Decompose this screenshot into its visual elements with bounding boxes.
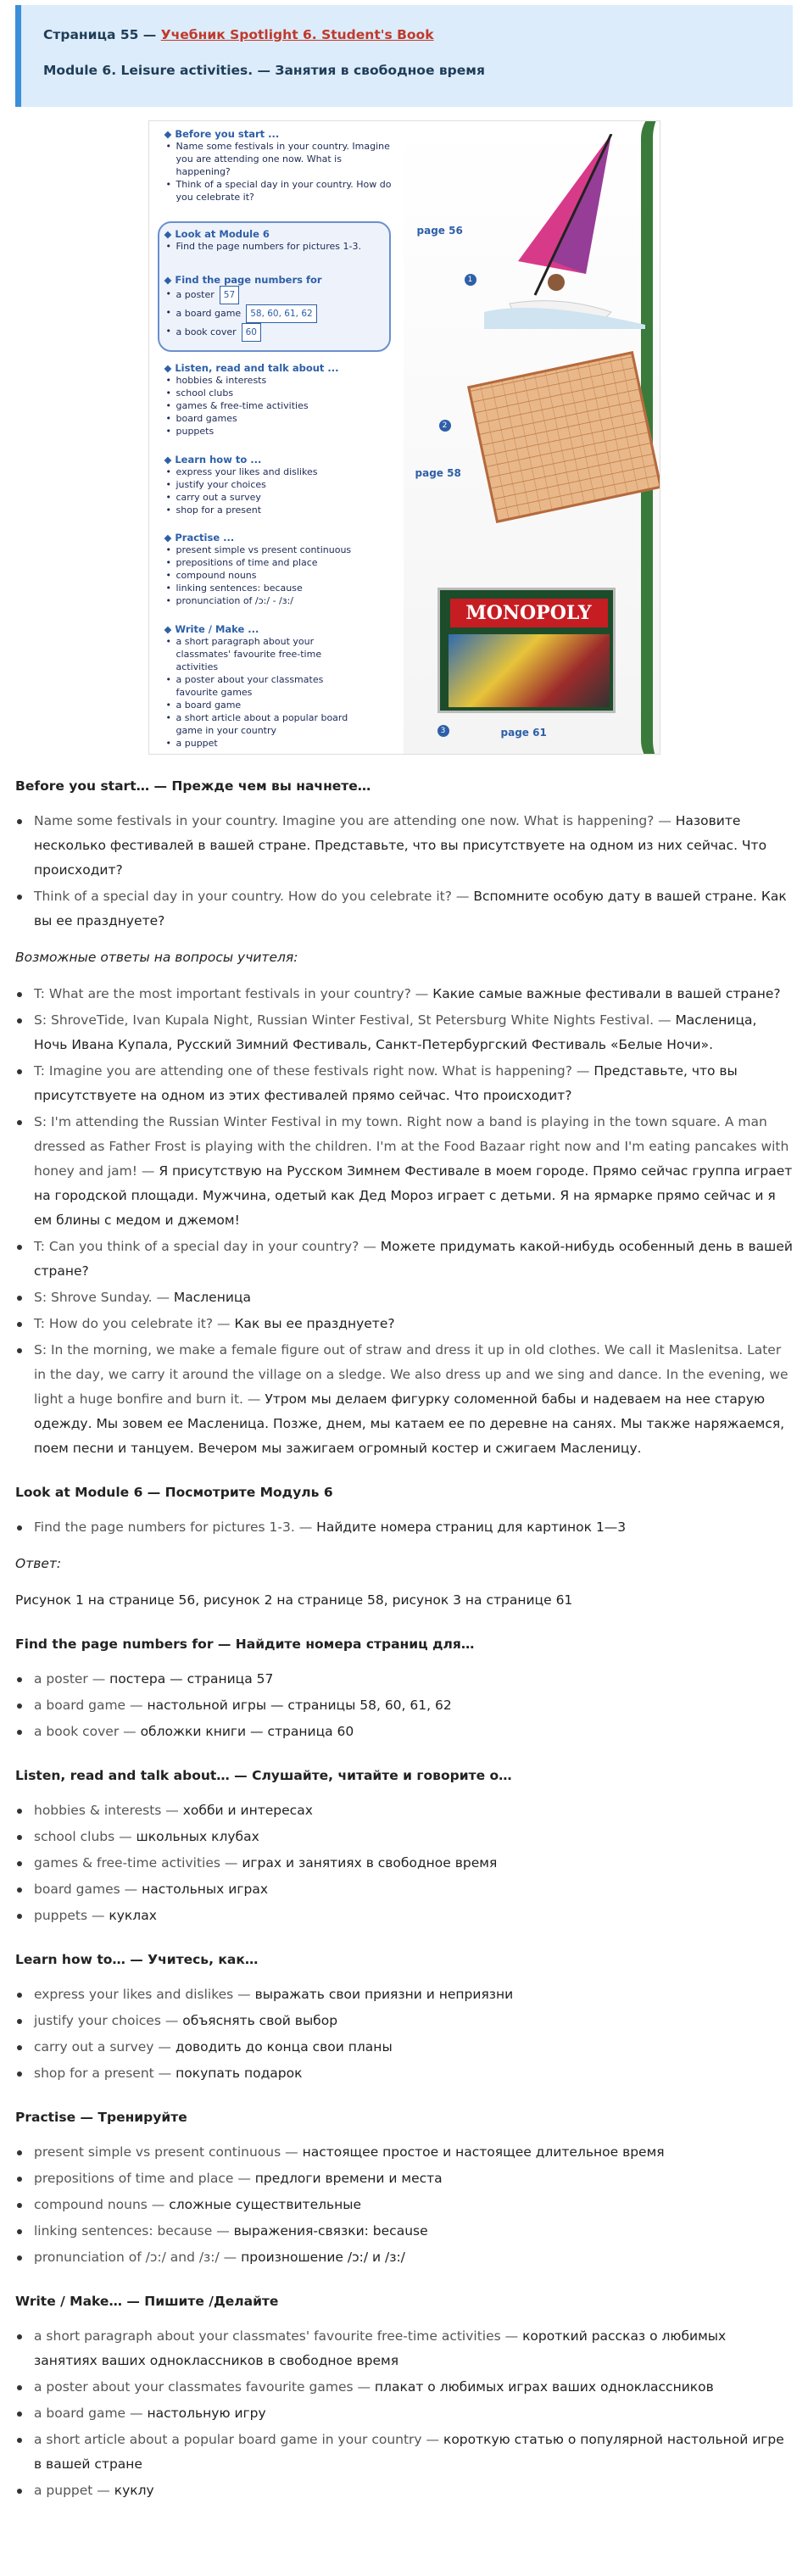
list-item: a short article about a popular board game in your country — короткую статью о популярной настольной игре в вашей стране bbox=[15, 2428, 793, 2477]
list-item: compound nouns — сложные существительные bbox=[15, 2193, 793, 2217]
textbook-link[interactable]: Учебник Spotlight 6. Student's Book bbox=[160, 27, 434, 42]
answer-text: Рисунок 1 на странице 56, рисунок 2 на странице 58, рисунок 3 на странице 61 bbox=[15, 1592, 573, 1608]
book-before-item: • Name some festivals in your country. Imagine you are attending one now. What is happening? bbox=[164, 140, 393, 178]
list-item: a short paragraph about your classmates' favourite free-time activities — короткий рассказ о любимых занятиях ваших одноклассников в свободное время bbox=[15, 2324, 793, 2373]
page-58-label: page 58 bbox=[415, 467, 461, 479]
book-practise-section: ◆ Practise ... • present simple vs present continuous • prepositions of time and place • compound nouns • linking sentences: because • pronunciation of /ɔ:/ - /ɜ:/ bbox=[164, 532, 393, 607]
list-item: Find the page numbers for pictures 1-3. — Найдите номера страниц для картинок 1—3 bbox=[15, 1515, 793, 1540]
scrabble-board-picture bbox=[467, 351, 660, 523]
book-before-title: Before you start ... bbox=[175, 128, 280, 140]
look-list bbox=[15, 1515, 793, 1540]
book-learn-section: ◆ Learn how to ... • express your likes and dislikes • justify your choices • carry out a survey • shop for a present bbox=[164, 454, 385, 516]
list-item: present simple vs present continuous — настоящее простое и настоящее длительное время bbox=[15, 2140, 793, 2165]
diamond-icon: ◆ bbox=[164, 532, 176, 544]
list-item: a book cover — обложки книги — страница 60 bbox=[15, 1720, 793, 1744]
listen-heading: Listen, read and talk about… — Слушайте, читайте и говорите о… bbox=[15, 1768, 512, 1783]
list-item: a poster about your classmates favourite games — плакат о любимых играх ваших одноклассников bbox=[15, 2375, 793, 2400]
book-listen-title: Listen, read and talk about ... bbox=[175, 362, 339, 374]
diamond-icon: ◆ bbox=[164, 623, 176, 635]
book-look-section bbox=[164, 228, 385, 253]
monopoly-logo: MONOPOLY bbox=[450, 599, 608, 627]
write-heading: Write / Make… — Пишите /Делайте bbox=[15, 2294, 279, 2309]
list-item: a board game — настольной игры — страницы 58, 60, 61, 62 bbox=[15, 1693, 793, 1718]
diamond-icon: ◆ bbox=[164, 274, 176, 286]
list-item: puppets — куклах bbox=[15, 1904, 793, 1928]
page-prefix: Страница 55 — bbox=[43, 27, 161, 42]
list-item: school clubs — школьных клубах bbox=[15, 1825, 793, 1849]
answers-label: Возможные ответы на вопросы учителя: bbox=[15, 950, 298, 965]
monopoly-box-picture bbox=[437, 588, 616, 713]
windsurfer-picture bbox=[484, 134, 645, 329]
list-item: Name some festivals in your country. Imagine you are attending one now. What is happening? — Назовите несколько фестивалей в вашей стране. Представьте, что вы присутствуете на одном из них сейчас. Что происходит? bbox=[15, 809, 793, 883]
practise-list bbox=[15, 2140, 793, 2270]
book-learn-title: Learn how to ... bbox=[175, 454, 262, 466]
listen-list bbox=[15, 1798, 793, 1928]
list-item: a puppet — куклу bbox=[15, 2478, 793, 2503]
list-item: shop for a present — покупать подарок bbox=[15, 2061, 793, 2086]
list-item: justify your choices — объяснять свой выбор bbox=[15, 2009, 793, 2033]
book-before-section bbox=[164, 128, 393, 204]
monopoly-artwork bbox=[449, 634, 610, 707]
book-write-title: Write / Make ... bbox=[175, 623, 259, 635]
dialog-item: S: I'm attending the Russian Winter Festival in my town. Right now a band is playing in the town square. A man dressed as Father Frost is playing with the children. I'm at the Food Bazaar right now and I'm eating pancakes with honey and jam! — Я присутствую на Русском Зимнем Фестивале в моем городе. Прямо сейчас группа играет на городской площади. Мужчина, одетый как Дед Мороз играет с детьми. Я на ярмарке прямо сейчас и я ем блины с медом и джемом! bbox=[15, 1110, 793, 1233]
list-item: linking sentences: because — выражения-связки: because bbox=[15, 2219, 793, 2244]
book-listen-section: ◆ Listen, read and talk about ... • hobbies & interests • school clubs • games & free-time activities • board games • puppets bbox=[164, 362, 385, 438]
dialog-item: S: ShroveTide, Ivan Kupala Night, Russian Winter Festival, St Petersburg White Nights Festival. — Масленица, Ночь Ивана Купала, Русский Зимний Фестиваль, Санкт-Петербургский Фестиваль «Белые Ночи». bbox=[15, 1008, 793, 1057]
learn-heading: Learn how to… — Учитесь, как… bbox=[15, 1952, 259, 1967]
write-list bbox=[15, 2324, 793, 2503]
picture-1-marker: 1 bbox=[465, 274, 476, 286]
page-reference bbox=[43, 27, 769, 42]
dialog-item: T: Imagine you are attending one of these festivals right now. What is happening? — Представьте, что вы присутствуете на одном из этих фестивалей прямо сейчас. Что происходит? bbox=[15, 1059, 793, 1108]
list-item: express your likes and dislikes — выражать свои приязни и неприязни bbox=[15, 1982, 793, 2007]
list-item: a board game — настольную игру bbox=[15, 2401, 793, 2426]
list-item: games & free-time activities — играх и занятиях в свободное время bbox=[15, 1851, 793, 1876]
dialog-item: T: What are the most important festivals in your country? — Какие самые важные фестивали в вашей стране? bbox=[15, 982, 793, 1006]
dialog-item: T: How do you celebrate it? — Как вы ее празднуете? bbox=[15, 1312, 793, 1336]
diamond-icon: ◆ bbox=[164, 362, 176, 374]
book-practise-title: Practise ... bbox=[175, 532, 235, 544]
list-item: Think of a special day in your country. How do you celebrate it? — Вспомните особую дату в вашей стране. Как вы ее празднуете? bbox=[15, 884, 793, 934]
book-look-title: Look at Module 6 bbox=[175, 228, 270, 240]
find-list bbox=[15, 1667, 793, 1744]
textbook-pictures-column bbox=[404, 121, 660, 755]
dialog-item: T: Can you think of a special day in your country? — Можете придумать какой-нибудь особенный день в вашей стране? bbox=[15, 1235, 793, 1284]
picture-3-marker: 3 bbox=[437, 725, 449, 737]
textbook-page-image bbox=[148, 120, 660, 755]
practise-heading: Practise — Тренируйте bbox=[15, 2110, 187, 2125]
page bbox=[0, 5, 808, 2549]
diamond-icon: ◆ bbox=[164, 128, 176, 140]
picture-2-marker: 2 bbox=[439, 420, 451, 432]
list-item: prepositions of time and place — предлоги времени и места bbox=[15, 2166, 793, 2191]
textbook-contents-column bbox=[149, 121, 404, 755]
list-item: a poster — постера — страница 57 bbox=[15, 1667, 793, 1692]
diamond-icon: ◆ bbox=[164, 228, 176, 240]
list-item: hobbies & interests — хобби и интересах bbox=[15, 1798, 793, 1823]
diamond-icon: ◆ bbox=[164, 454, 176, 466]
book-find-item: • a board game 58, 60, 61, 62 bbox=[164, 304, 385, 323]
look-heading: Look at Module 6 — Посмотрите Модуль 6 bbox=[15, 1485, 333, 1500]
list-item: pronunciation of /ɔ:/ and /ɜ:/ — произношение /ɔ:/ и /ɜ:/ bbox=[15, 2245, 793, 2270]
answer-label: Ответ: bbox=[15, 1556, 62, 1571]
learn-list bbox=[15, 1982, 793, 2086]
module-title: Module 6. Leisure activities. — Занятия в свободное время bbox=[43, 63, 485, 78]
before-list bbox=[15, 809, 793, 934]
book-look-item: • Find the page numbers for pictures 1-3. bbox=[164, 240, 385, 253]
book-before-item: • Think of a special day in your country. How do you celebrate it? bbox=[164, 178, 393, 204]
before-heading: Before you start… — Прежде чем вы начнете… bbox=[15, 778, 371, 794]
book-find-section bbox=[164, 274, 385, 342]
page-56-label: page 56 bbox=[416, 225, 463, 237]
book-find-title: Find the page numbers for bbox=[175, 274, 322, 286]
dialog-list bbox=[15, 982, 793, 1461]
list-item: board games — настольных играх bbox=[15, 1877, 793, 1902]
book-find-item: • a poster 57 bbox=[164, 286, 385, 304]
book-write-section: ◆ Write / Make ... • a short paragraph about your classmates' favourite free-time activities • a poster about your classmates favourite games • a board game • a short article about a popular board game in your country • a puppet bbox=[164, 623, 359, 750]
book-find-item: • a book cover 60 bbox=[164, 323, 385, 342]
dialog-item: S: Shrove Sunday. — Масленица bbox=[15, 1285, 793, 1310]
page-61-label: page 61 bbox=[500, 727, 547, 739]
list-item: carry out a survey — доводить до конца свои планы bbox=[15, 2035, 793, 2060]
dialog-item: S: In the morning, we make a female figure out of straw and dress it up in old clothes. We call it Maslenitsa. Later in the day, we carry it around the village on a sledge. We also dress up and we sing and dance. In the evening, we light a huge bonfire and burn it. — Утром мы делаем фигурку соломенной бабы и надеваем на нее старую одежду. Мы зовем ее Масленица. Позже, днем, мы катаем ее по деревне на санях. Мы также наряжаемся, поем песни и танцуем. Вечером мы зажигаем огромный костер и сжигаем Масленицу. bbox=[15, 1338, 793, 1461]
page-info-box bbox=[15, 5, 793, 107]
find-heading: Find the page numbers for — Найдите номера страниц для… bbox=[15, 1636, 475, 1652]
